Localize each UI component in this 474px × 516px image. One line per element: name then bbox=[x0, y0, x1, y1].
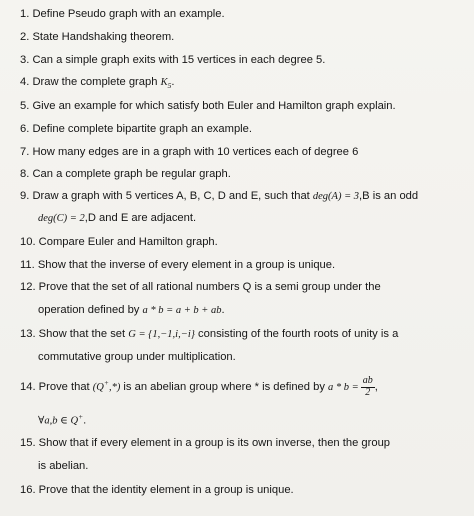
math-expression: a * b = bbox=[328, 381, 359, 393]
question-number: 1. bbox=[20, 8, 30, 20]
question-text: Compare Euler and Hamilton graph. bbox=[38, 236, 218, 248]
math-superscript: + bbox=[78, 412, 84, 421]
question-12 bbox=[20, 281, 381, 294]
question-16 bbox=[20, 484, 294, 497]
question-text: Can a complete graph be regular graph. bbox=[32, 168, 231, 180]
question-text-end: ,B is an odd bbox=[359, 190, 419, 202]
question-14 bbox=[20, 376, 378, 398]
question-14-continuation bbox=[38, 412, 86, 428]
question-text: How many edges are in a graph with 10 vertices each of degree 6 bbox=[32, 146, 359, 158]
question-text: ,D and E are adjacent. bbox=[84, 212, 197, 224]
fraction bbox=[361, 376, 375, 398]
question-text: Draw the complete graph bbox=[32, 76, 161, 88]
question-text: operation defined by bbox=[38, 304, 143, 316]
question-9 bbox=[20, 190, 418, 204]
question-text: Show that the set bbox=[38, 328, 129, 340]
question-number: 6. bbox=[20, 123, 30, 135]
math-expression: K bbox=[160, 77, 168, 88]
question-number: 5. bbox=[20, 100, 30, 112]
question-15-continuation bbox=[38, 460, 88, 473]
math-expression: deg(A) = 3 bbox=[312, 191, 360, 202]
question-number: 12. bbox=[20, 281, 36, 293]
question-9-continuation bbox=[38, 212, 196, 226]
question-text-end: . bbox=[221, 304, 225, 316]
question-number: 3. bbox=[20, 54, 30, 66]
question-4 bbox=[20, 76, 174, 90]
question-12-continuation bbox=[38, 304, 225, 318]
question-13-continuation bbox=[38, 351, 236, 364]
question-number: 15. bbox=[20, 437, 36, 449]
question-text: Give an example for which satisfy both Euler and Hamilton graph explain. bbox=[32, 100, 396, 112]
math-superscript: + bbox=[103, 378, 109, 388]
question-number: 7. bbox=[20, 146, 30, 158]
question-text: is abelian. bbox=[38, 460, 89, 472]
question-13 bbox=[20, 328, 398, 342]
question-number: 14. bbox=[20, 380, 36, 393]
question-1 bbox=[20, 8, 225, 21]
math-expression: G = {1,−1,i,−i} bbox=[128, 329, 195, 340]
question-2 bbox=[20, 31, 174, 44]
question-text: Can a simple graph exits with 15 vertices in each degree 5. bbox=[32, 54, 326, 66]
question-text: Prove that the identity element in a group is unique. bbox=[38, 484, 294, 496]
question-15 bbox=[20, 437, 390, 450]
question-text: Show that if every element in a group is its own inverse, then the group bbox=[38, 437, 391, 449]
question-7 bbox=[20, 146, 358, 159]
question-number: 10. bbox=[20, 236, 36, 248]
question-text-end: . bbox=[171, 76, 175, 88]
question-text: Draw a graph with 5 vertices A, B, C, D and E, such that bbox=[32, 190, 313, 202]
question-number: 8. bbox=[20, 168, 30, 180]
question-text: is an abelian group where * is defined by bbox=[120, 380, 329, 393]
question-8 bbox=[20, 168, 231, 181]
question-text: Define complete bipartite graph an example. bbox=[32, 123, 252, 135]
math-expression: a * b = a + b + ab bbox=[142, 305, 222, 316]
math-expression: ∀a,b ∈ Q bbox=[38, 415, 79, 427]
fraction-denominator: 2 bbox=[365, 386, 371, 398]
question-text-end: , bbox=[374, 380, 378, 393]
question-text: commutative group under multiplication. bbox=[38, 351, 236, 363]
question-number: 9. bbox=[20, 190, 30, 202]
question-text: Prove that the set of all rational numbers Q is a semi group under the bbox=[38, 281, 381, 293]
question-text: Show that the inverse of every element in a group is unique. bbox=[37, 259, 336, 271]
question-6 bbox=[20, 123, 252, 136]
math-subscript: 5 bbox=[167, 81, 172, 91]
question-text-end: consisting of the fourth roots of unity is a bbox=[194, 328, 399, 340]
question-number: 13. bbox=[20, 328, 36, 340]
question-number: 16. bbox=[20, 484, 36, 496]
question-text-end: . bbox=[83, 414, 87, 427]
question-number: 4. bbox=[20, 76, 30, 88]
question-number: 2. bbox=[20, 31, 30, 43]
math-expression: (Q bbox=[92, 381, 104, 393]
math-expression: deg(C) = 2 bbox=[38, 213, 85, 224]
question-10 bbox=[20, 236, 218, 249]
question-text: Define Pseudo graph with an example. bbox=[32, 8, 225, 20]
question-3 bbox=[20, 54, 325, 67]
math-expression: ,*) bbox=[108, 381, 121, 393]
question-number: 11. bbox=[20, 259, 35, 271]
question-text: Prove that bbox=[38, 380, 93, 393]
fraction-numerator: ab bbox=[362, 375, 373, 386]
question-text: State Handshaking theorem. bbox=[32, 31, 175, 43]
question-11 bbox=[20, 259, 335, 272]
question-5 bbox=[20, 100, 396, 113]
